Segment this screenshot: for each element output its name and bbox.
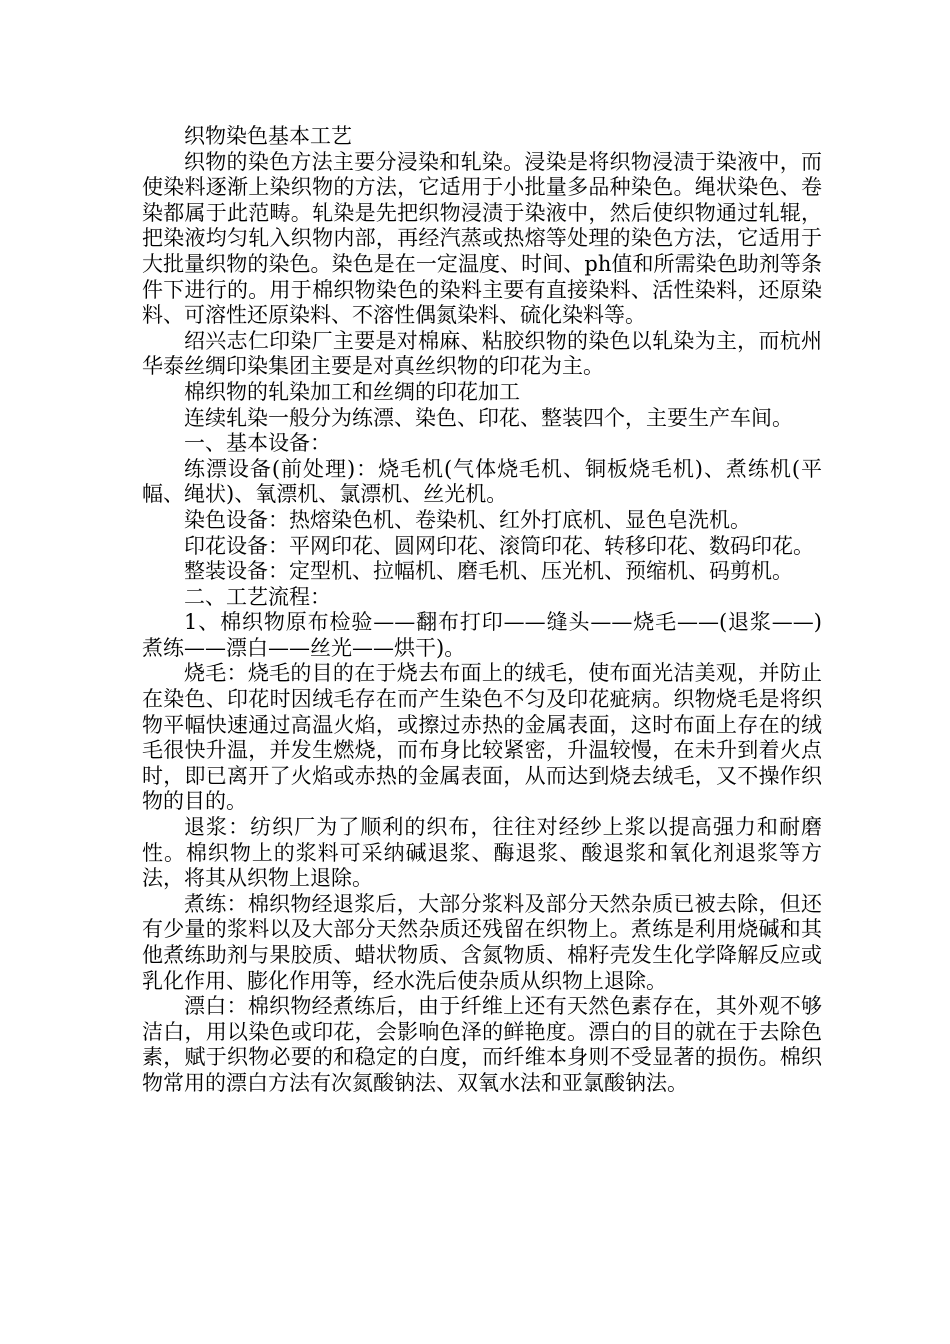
section-heading-process-flow: 二、工艺流程： — [184, 584, 331, 609]
paragraph-bleaching: 漂白：棉织物经煮练后，由于纤维上还有天然色素存在，其外观不够洁白，用以染色或印花，会影响色泽的鲜艳度。漂白的目的就在于去除色素，赋于织物必要的和稳定的白度，而纤维本身则不受显著的损伤。棉织物常用的漂白方法有次氮酸钠法、双氧水法和亚氯酸钠法。 — [142, 994, 822, 1095]
paragraph-pretreatment-equipment: 练漂设备(前处理)：烧毛机(气体烧毛机、铜板烧毛机)、煮练机(平幅、绳状)、氧漂机、氯漂机、丝光机。 — [142, 456, 822, 507]
section-heading-equipment: 一、基本设备： — [184, 431, 331, 456]
document-page — [142, 124, 822, 1097]
section-heading-processing: 棉织物的轧染加工和丝绸的印花加工 — [184, 379, 520, 404]
paragraph-workshops: 连续轧染一般分为练漂、染色、印花、整装四个，主要生产车间。 — [184, 405, 793, 430]
paragraph-scouring: 煮练：棉织物经退浆后，大部分浆料及部分天然杂质已被去除，但还有少量的浆料以及大部分天然杂质还残留在织物上。煮练是利用烧碱和其他煮练助剂与果胶质、蜡状物质、含氮物质、棉籽壳发生化学降解反应或乳化作用、膨化作用等，经水洗后使杂质从织物上退除。 — [142, 891, 822, 993]
paragraph-process-flow: 1、棉织物原布检验——翻布打印——缝头——烧毛——(退浆——)煮练——漂白——丝光——烘干)。 — [142, 610, 822, 660]
paragraph-dyeing-methods: 织物的染色方法主要分浸染和轧染。浸染是将织物浸渍于染液中，而使染料逐渐上染织物的方法，它适用于小批量多品种染色。绳状染色、卷染都属于此范畴。轧染是先把织物浸渍于染液中，然后使织物通过轧辊，把染液均匀轧入织物内部，再经汽蒸或热熔等处理的染色方法，它适用于大批量织物的染色。染色是在一定温度、时间、ph值和所需染色助剂等条件下进行的。用于棉织物染色的染料主要有直接染料、活性染料，还原染料、可溶性还原染料、不溶性偶氮染料、硫化染料等。 — [142, 149, 822, 328]
paragraph-dyeing-equipment: 染色设备：热熔染色机、卷染机、红外打底机、显色皂洗机。 — [184, 507, 751, 532]
paragraph-factories: 绍兴志仁印染厂主要是对棉麻、粘胶织物的染色以轧染为主，而杭州华泰丝绸印染集团主要是对真丝织物的印花为主。 — [142, 328, 822, 379]
paragraph-printing-equipment: 印花设备：平网印花、圆网印花、滚筒印花、转移印花、数码印花。 — [184, 533, 814, 558]
paragraph-desizing: 退浆：纺织厂为了顺利的织布，往往对经纱上浆以提高强力和耐磨性。棉织物上的浆料可采纳碱退浆、酶退浆、酸退浆和氧化剂退浆等方法，将其从织物上退除。 — [142, 815, 822, 891]
paragraph-singeing: 烧毛：烧毛的目的在于烧去布面上的绒毛，使布面光洁美观，并防止在染色、印花时因绒毛存在而产生染色不匀及印花疵病。织物烧毛是将织物平幅快速通过高温火焰，或擦过赤热的金属表面，这时布面上存在的绒毛很快升温，并发生燃烧，而布身比较紧密，升温较慢，在未升到着火点时，即已离开了火焰或赤热的金属表面，从而达到烧去绒毛，又不操作织物的目的。 — [142, 661, 822, 814]
doc-title: 织物染色基本工艺 — [184, 124, 352, 148]
paragraph-finishing-equipment: 整装设备：定型机、拉幅机、磨毛机、压光机、预缩机、码剪机。 — [184, 559, 793, 584]
